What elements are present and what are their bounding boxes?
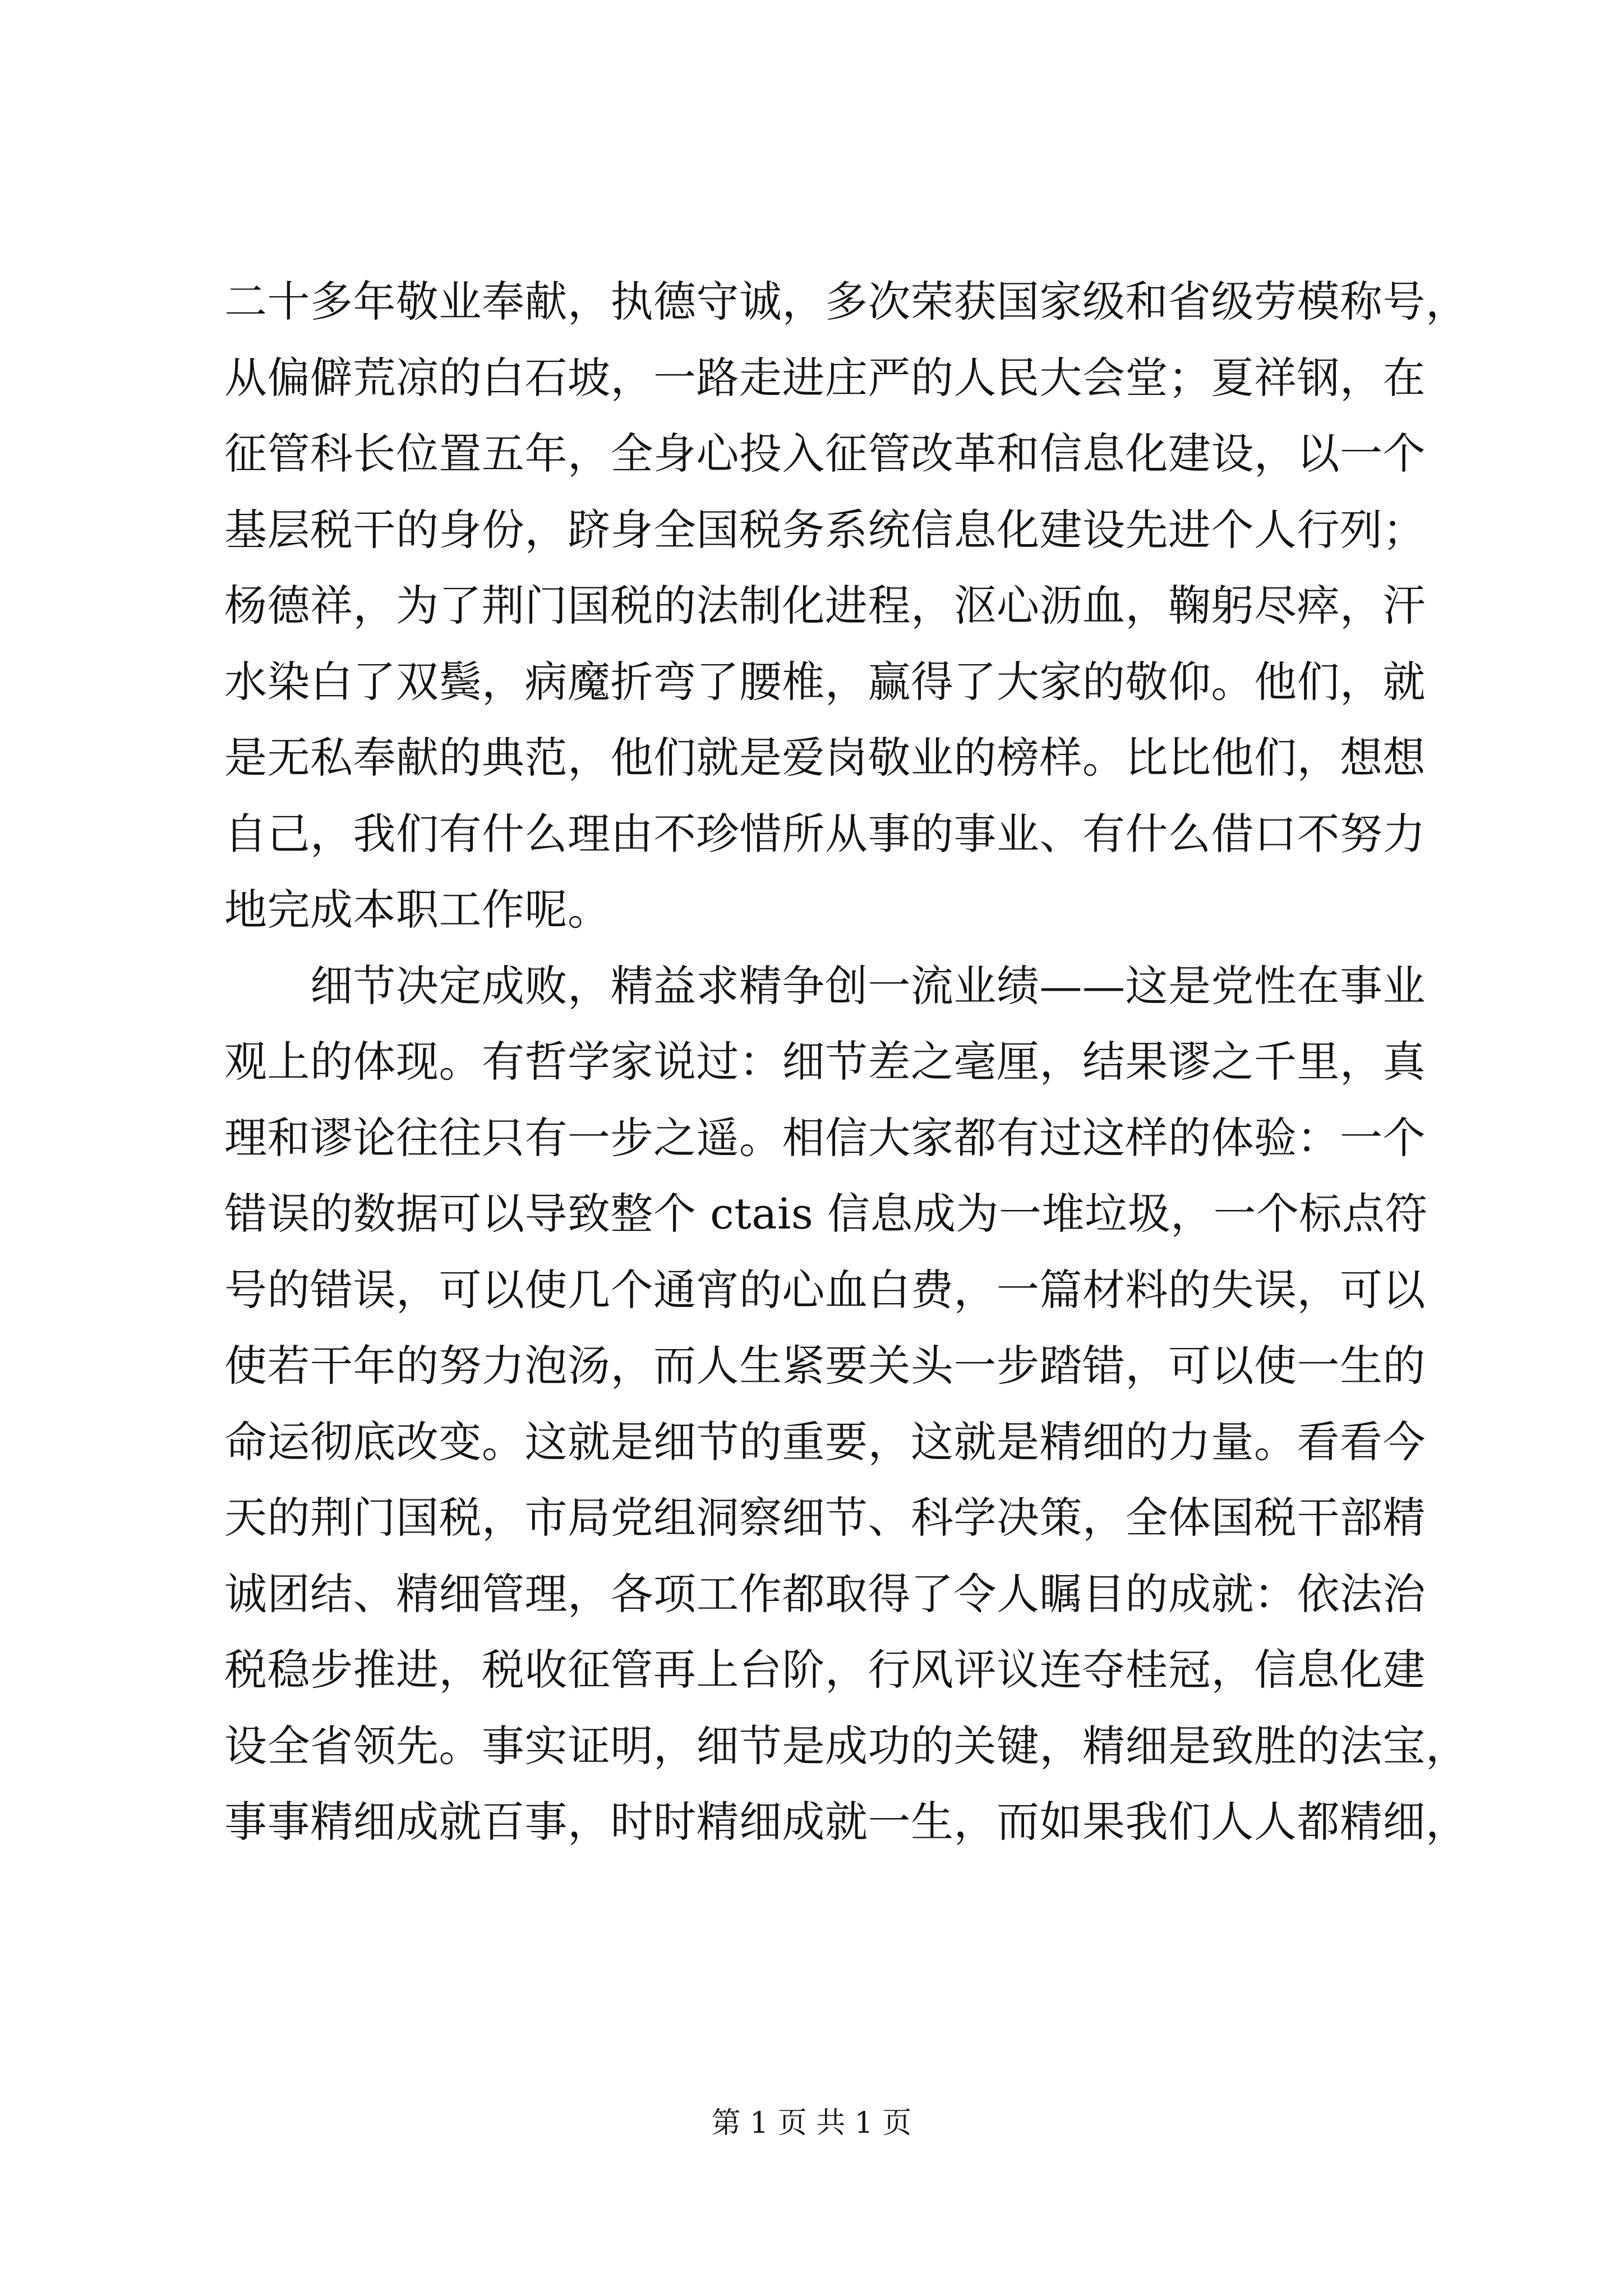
text-line: 天的荆门国税，市局党组洞察细节、科学决策，全体国税干部精 bbox=[224, 1493, 1426, 1543]
text-line: 错误的数据可以导致整个 ctais 信息成为一堆垃圾，一个标点符 bbox=[224, 1189, 1428, 1239]
text-line: 水染白了双鬓，病魔折弯了腰椎，赢得了大家的敬仰。他们，就 bbox=[224, 656, 1426, 707]
text-line: 自己，我们有什么理由不珍惜所从事的事业、有什么借口不努力 bbox=[224, 808, 1426, 859]
text-line: 税稳步推进，税收征管再上台阶，行风评议连夺桂冠，信息化建 bbox=[224, 1645, 1426, 1695]
text-line: 从偏僻荒凉的白石坡，一路走进庄严的人民大会堂；夏祥钢，在 bbox=[224, 352, 1426, 403]
text-line: 杨德祥，为了荆门国税的法制化进程，沤心沥血，鞠躬尽瘁，汗 bbox=[224, 581, 1426, 631]
text-line: 设全省领先。事实证明，细节是成功的关键，精细是致胜的法宝， bbox=[224, 1720, 1469, 1771]
text-line: 诚团结、精细管理，各项工作都取得了令人瞩目的成就：依法治 bbox=[224, 1568, 1426, 1619]
text-line: 征管科长位置五年，全身心投入征管改革和信息化建设，以一个 bbox=[224, 429, 1426, 478]
text-line: 地完成本职工作呢。 bbox=[224, 885, 611, 935]
text-line: 事事精细成就百事，时时精细成就一生，而如果我们人人都精细， bbox=[224, 1797, 1469, 1847]
text-line: 是无私奉献的典范，他们就是爱岗敬业的榜样。比比他们，想想 bbox=[224, 733, 1426, 783]
text-line: 二十多年敬业奉献，执德守诚，多次荣获国家级和省级劳模称号， bbox=[224, 277, 1469, 326]
text-line: 使若干年的努力泡汤，而人生紧要关头一步踏错，可以使一生的 bbox=[224, 1341, 1426, 1391]
text-line: 号的错误，可以使几个通宵的心血白费，一篇材料的失误，可以 bbox=[224, 1264, 1426, 1315]
page-footer: 第 1 页 共 1 页 bbox=[711, 2106, 912, 2140]
text-line: 观上的体现。有哲学家说过：细节差之毫厘，结果谬之千里，真 bbox=[224, 1037, 1426, 1087]
text-line: 理和谬论往往只有一步之遥。相信大家都有过这样的体验：一个 bbox=[224, 1112, 1426, 1163]
body-text bbox=[224, 264, 1469, 1860]
text-line: 基层税干的身份，跻身全国税务系统信息化建设先进个人行列； bbox=[224, 504, 1426, 555]
text-line: 命运彻底改变。这就是细节的重要，这就是精细的力量。看看今 bbox=[224, 1416, 1426, 1467]
text-line: 细节决定成败，精益求精争创一流业绩——这是党性在事业 bbox=[224, 960, 1426, 1011]
